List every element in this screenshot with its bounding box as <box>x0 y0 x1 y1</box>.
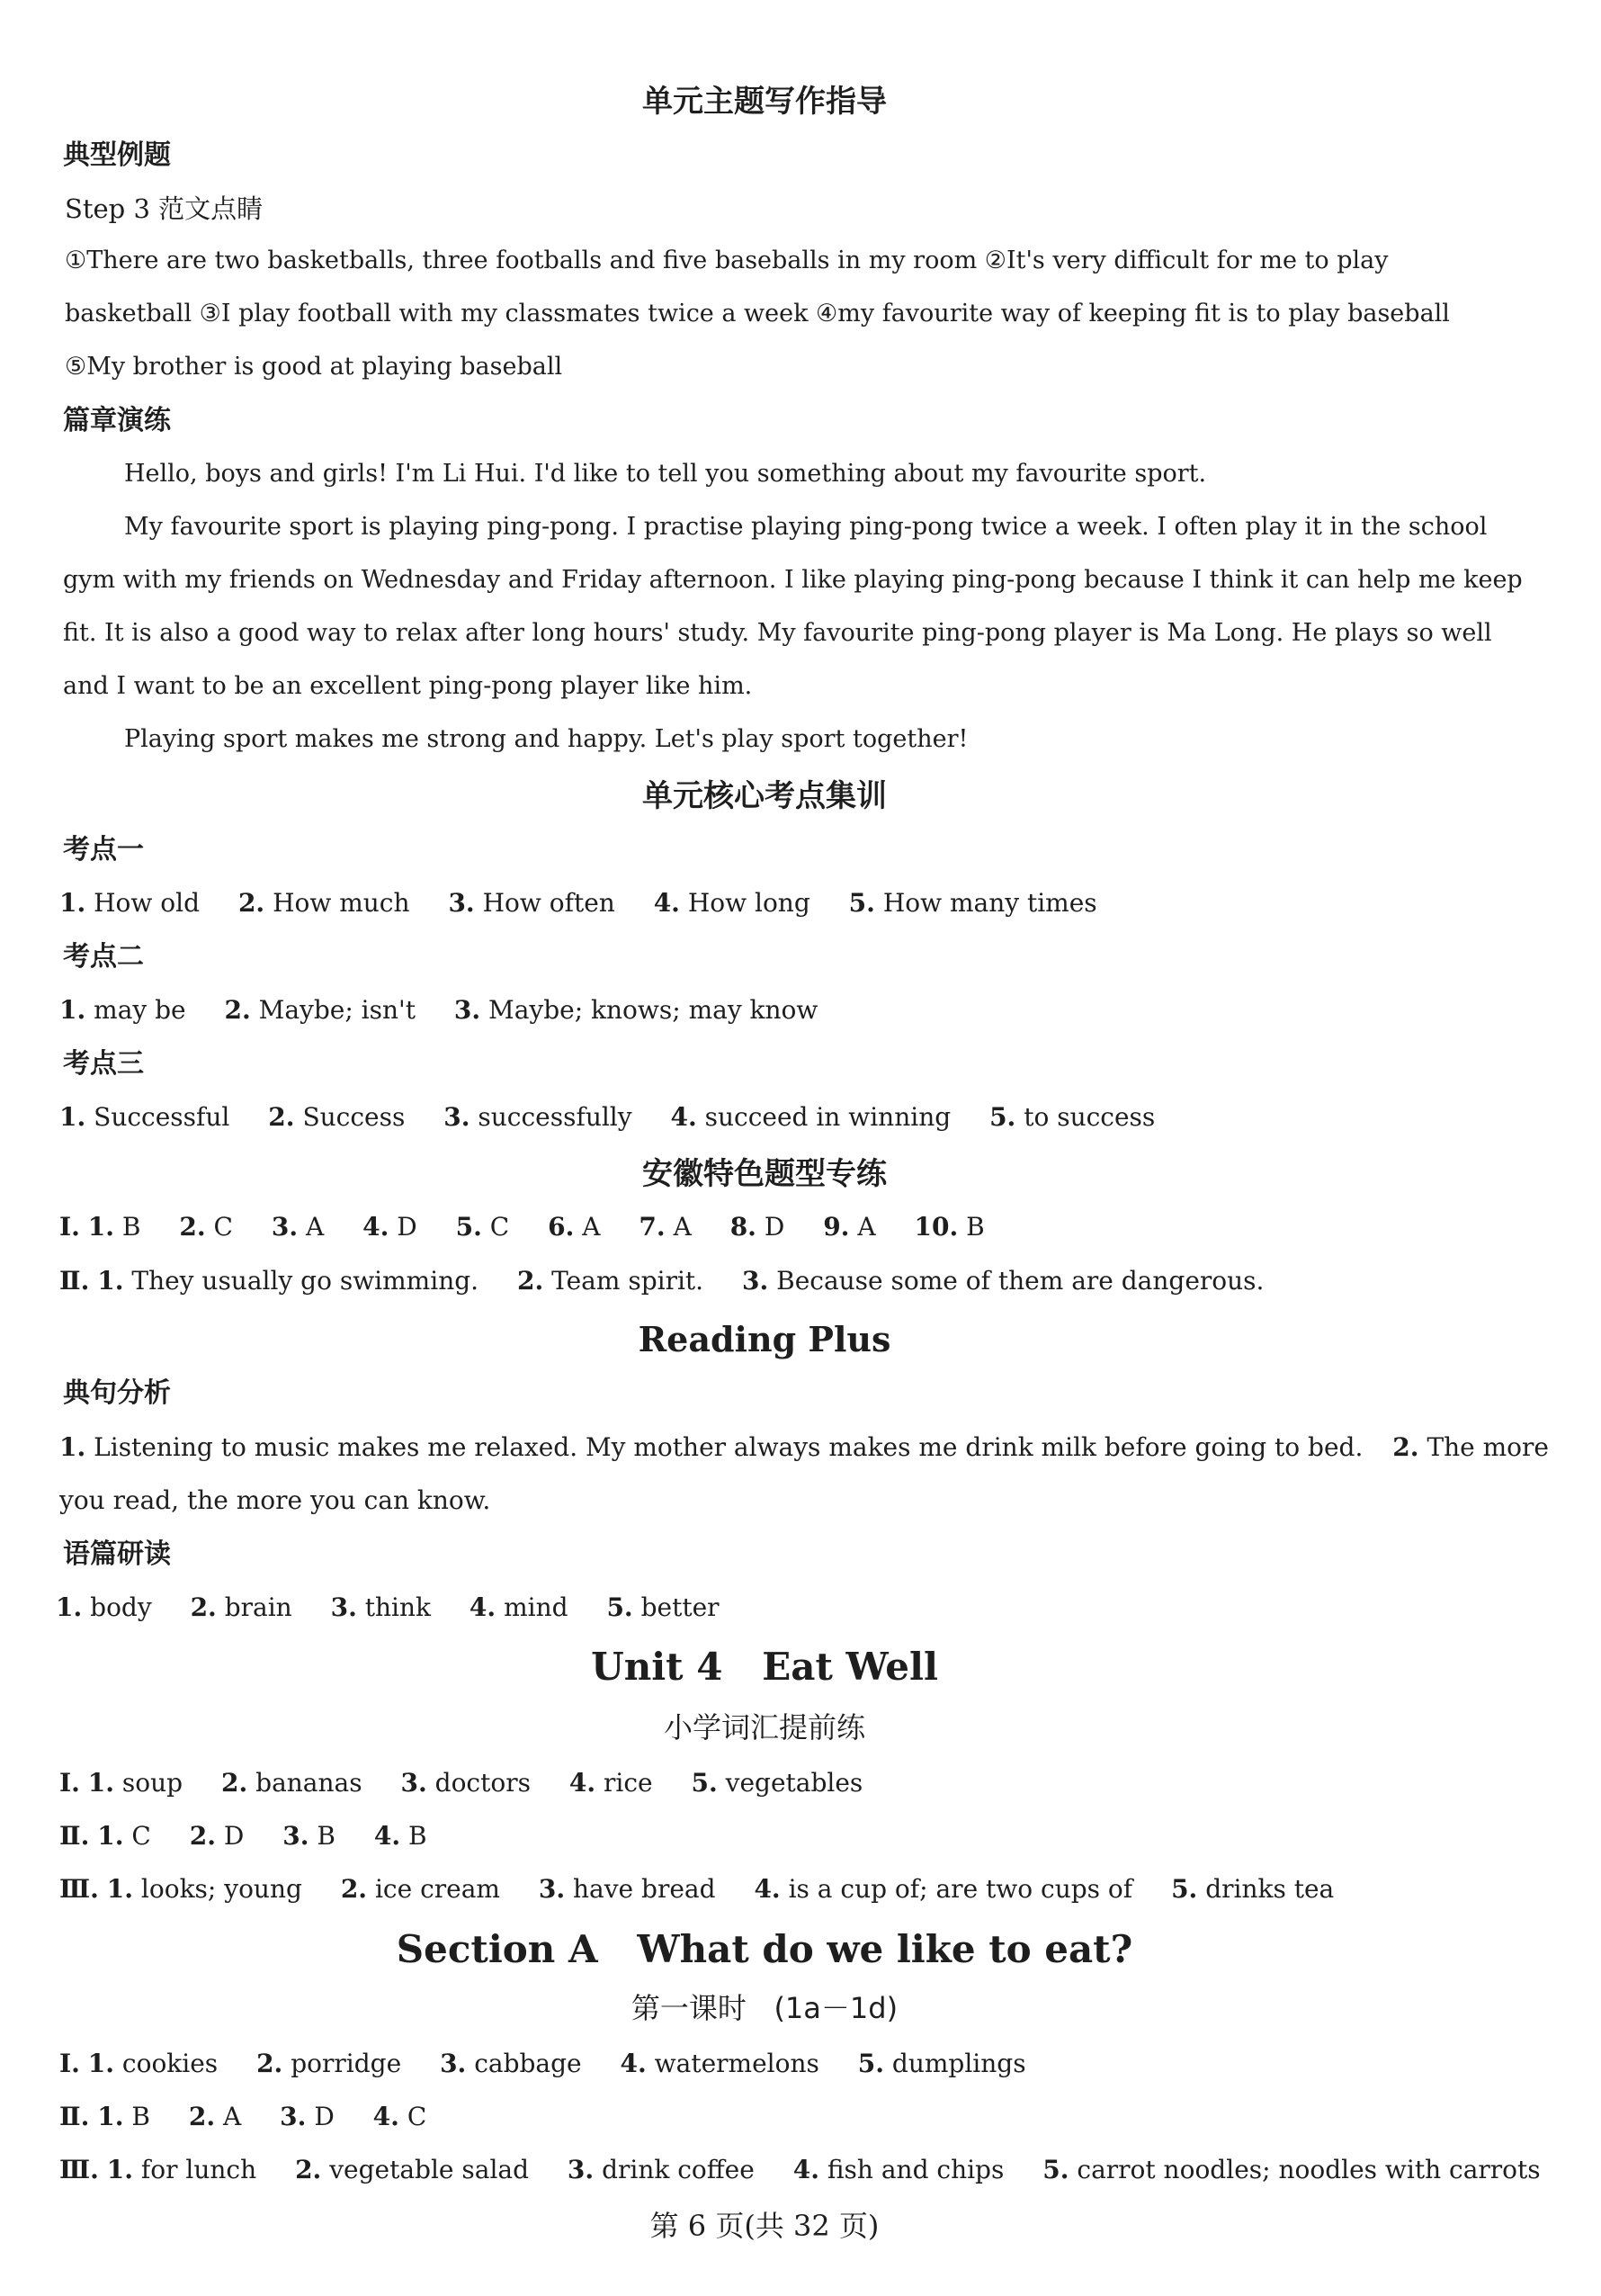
lesson-1-title: 第一课时 (1a－1d) <box>631 1991 899 2025</box>
practice-heading: 篇章演练 <box>63 405 171 436</box>
unit-writing-title: 单元主题写作指导 <box>642 84 887 120</box>
model-line-3: ⑤My brother is good at playing baseball <box>65 353 563 381</box>
essay-line-3: gym with my friends on Wednesday and Friday afternoon. I like playing ping-pong because I think it can help me keep <box>63 566 1523 594</box>
lesson1-part-1-answers: Ⅰ. 1. cookies 2. porridge 3. cabbage 4. watermelons 5. dumplings <box>59 2049 1026 2078</box>
essay-line-6: Playing sport makes me strong and happy. Let's play sport together! <box>124 725 969 753</box>
unit-4-title: Unit 4 Eat Well <box>591 1645 938 1689</box>
point-1-label: 考点一 <box>63 834 144 865</box>
model-line-1: ①There are two basketballs, three footballs and five baseballs in my room ②It's very difficult for me to play <box>65 247 1389 274</box>
lesson1-part-3-answers: Ⅲ. 1. for lunch 2. vegetable salad 3. drink coffee 4. fish and chips 5. carrot noodles; noodles with carrots <box>59 2155 1541 2184</box>
point-3-answers: 1. Successful 2. Success 3. successfully 4. succeed in winning 5. to success <box>59 1102 1156 1132</box>
model-line-2: basketball ③I play football with my classmates twice a week ④my favourite way of keeping fit is to play baseball <box>65 300 1450 327</box>
essay-line-4: fit. It is also a good way to relax after long hours' study. My favourite ping-pong player is Ma Long. He plays so well <box>63 619 1492 647</box>
passage-study-heading: 语篇研读 <box>63 1538 171 1570</box>
passage-study-answers: 1. body 2. brain 3. think 4. mind 5. better <box>56 1592 720 1622</box>
lesson1-part-2-answers: Ⅱ. 1. B 2. A 3. D 4. C <box>59 2102 427 2131</box>
essay-line-5: and I want to be an excellent ping-pong player like him. <box>63 672 753 700</box>
point-2-answers: 1. may be 2. Maybe; isn't 3. Maybe; knows; may know <box>59 995 818 1025</box>
sentence-analysis-line-2: you read, the more you can know. <box>59 1485 491 1515</box>
point-2-label: 考点二 <box>63 941 144 973</box>
section-a-title: Section A What do we like to eat? <box>396 1927 1133 1971</box>
sentence-analysis-line-1: 1. Listening to music makes me relaxed. My mother always makes me drink milk before going to bed. 2. The more <box>59 1432 1549 1462</box>
anhui-title: 安徽特色题型专练 <box>642 1156 887 1192</box>
anhui-part-2-answers: Ⅱ. 1. They usually go swimming. 2. Team spirit. 3. Because some of them are dangerous. <box>59 1266 1265 1296</box>
anhui-part-1-answers: Ⅰ. 1. B 2. C 3. A 4. D 5. C 6. A 7. A 8. D 9. A 10. B <box>59 1212 985 1242</box>
point-3-label: 考点三 <box>63 1048 144 1080</box>
example-heading: 典型例题 <box>63 139 171 171</box>
sentence-analysis-heading: 典句分析 <box>63 1377 171 1409</box>
reading-plus-title: Reading Plus <box>638 1319 891 1359</box>
unit4-part-2-answers: Ⅱ. 1. C 2. D 3. B 4. B <box>59 1821 427 1851</box>
unit4-part-3-answers: Ⅲ. 1. looks; young 2. ice cream 3. have bread 4. is a cup of; are two cups of 5. drinks tea <box>59 1874 1335 1904</box>
point-1-answers: 1. How old 2. How much 3. How often 4. How long 5. How many times <box>59 888 1097 918</box>
step-label: Step 3 范文点睛 <box>65 193 264 224</box>
page-number-footer: 第 6 页(共 32 页) <box>649 2209 880 2243</box>
unit4-part-1-answers: Ⅰ. 1. soup 2. bananas 3. doctors 4. rice 5. vegetables <box>59 1768 863 1798</box>
core-points-title: 单元核心考点集训 <box>642 778 887 814</box>
essay-line-2: My favourite sport is playing ping-pong. I practise playing ping-pong twice a week. I often play it in the school <box>124 513 1488 541</box>
essay-line-1: Hello, boys and girls! I'm Li Hui. I'd like to tell you something about my favourite sport. <box>124 460 1207 488</box>
primary-vocab-title: 小学词汇提前练 <box>663 1710 865 1744</box>
